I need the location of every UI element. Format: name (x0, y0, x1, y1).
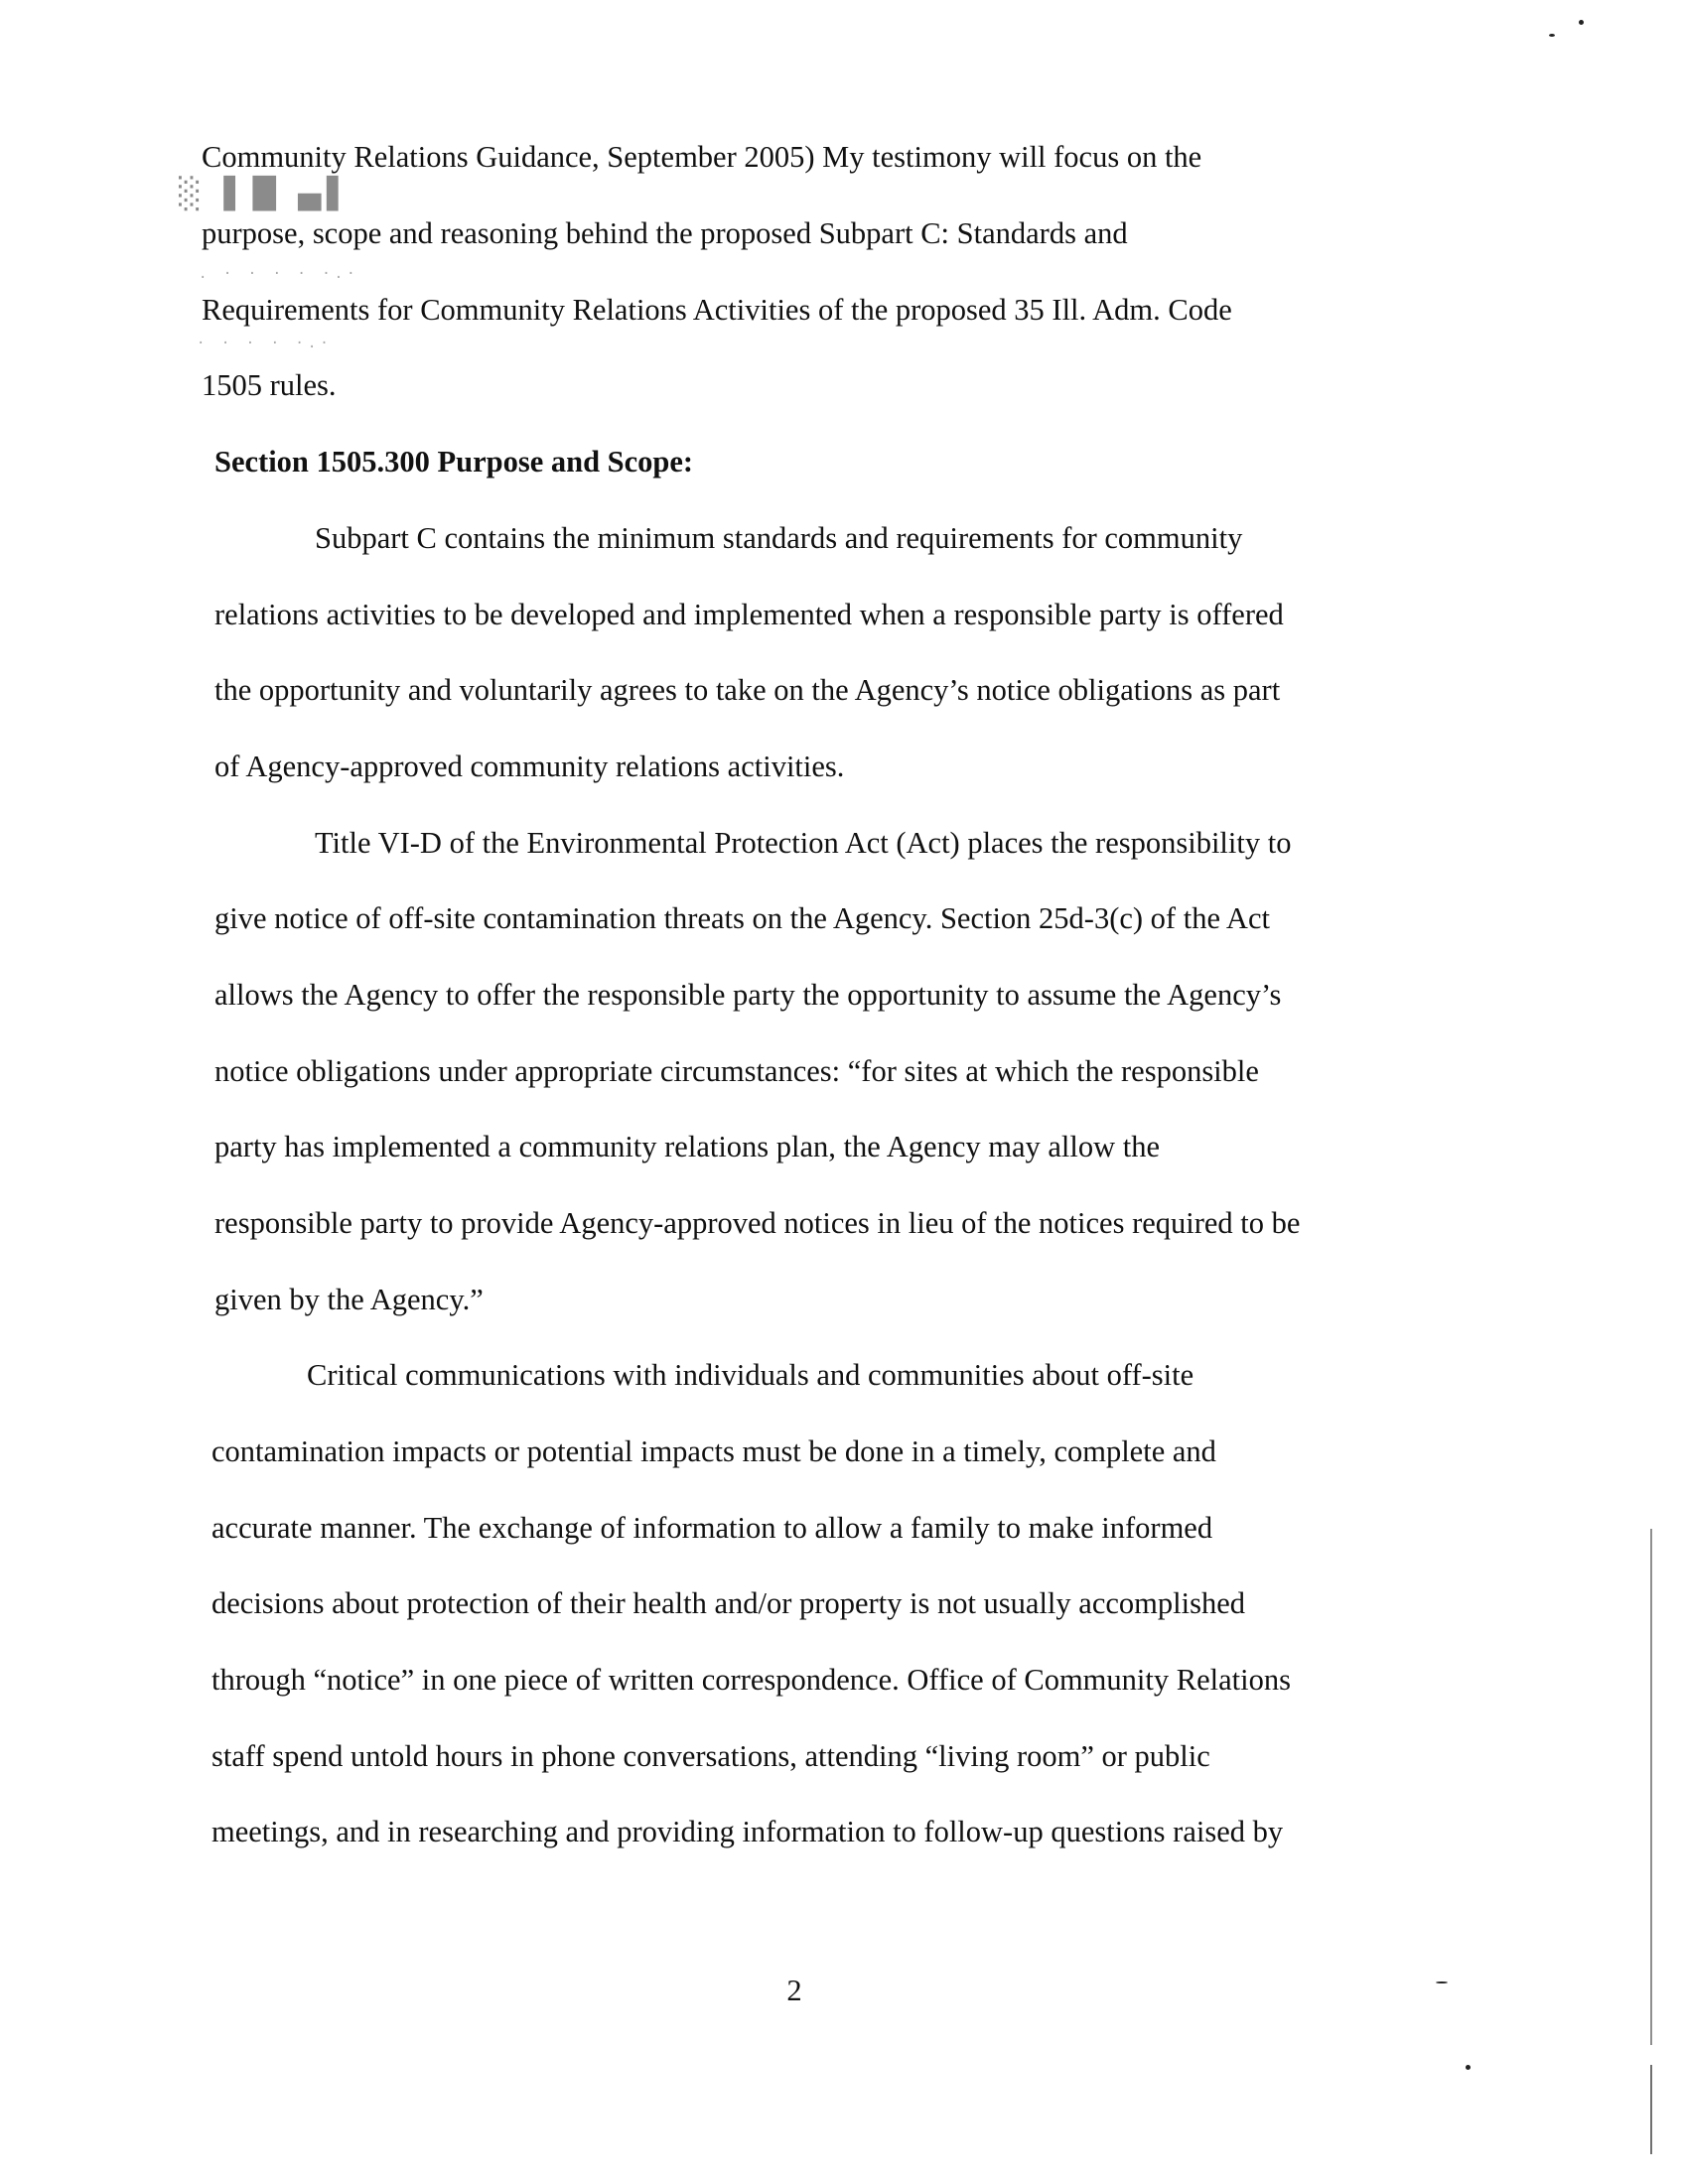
text-line: 1505 rules. (202, 368, 337, 402)
scan-speck (1579, 20, 1584, 25)
scan-margin-line (1650, 1529, 1652, 2045)
scan-speck (1549, 34, 1555, 37)
text-line: Critical communications with individuals and communities about off-site (307, 1358, 1194, 1392)
text-line: accurate manner. The exchange of information to allow a family to make informed (211, 1511, 1213, 1545)
stamp-dots-2: · · · · ·.· (197, 336, 333, 351)
text-line: Community Relations Guidance, September 2005) My testimony will focus on the (202, 140, 1202, 174)
scan-speck (1466, 2065, 1471, 2070)
text-line: party has implemented a community relations plan, the Agency may allow the (214, 1130, 1161, 1163)
scan-margin-line (1650, 2065, 1652, 2154)
stamp-dots-1: . · · · · ·.· (199, 266, 359, 282)
text-line: Requirements for Community Relations Activities of the proposed 35 Ill. Adm. Code (202, 293, 1232, 327)
text-line: staff spend untold hours in phone conversations, attending “living room” or public (211, 1739, 1210, 1773)
stamp-residue: ░ ▌█ ▄▌ (179, 177, 356, 211)
text-line: decisions about protection of their health and/or property is not usually accomplished (211, 1586, 1245, 1620)
scan-speck (1436, 1981, 1448, 1983)
text-line: notice obligations under appropriate circumstances: “for sites at which the responsible (214, 1054, 1259, 1088)
page-number: 2 (786, 1974, 802, 2007)
text-line: purpose, scope and reasoning behind the proposed Subpart C: Standards and (202, 216, 1128, 250)
text-line: relations activities to be developed and implemented when a responsible party is offered (214, 598, 1284, 631)
text-line: the opportunity and voluntarily agrees to take on the Agency’s notice obligations as part (214, 673, 1281, 707)
section-heading: Section 1505.300 Purpose and Scope: (214, 445, 694, 478)
text-line: meetings, and in researching and providing information to follow-up questions raised by (211, 1815, 1284, 1848)
text-line: given by the Agency.” (214, 1283, 484, 1316)
text-line: of Agency-approved community relations activities. (214, 750, 845, 783)
text-line: responsible party to provide Agency-approved notices in lieu of the notices required to be (214, 1206, 1301, 1240)
text-line: give notice of off-site contamination threats on the Agency. Section 25d-3(c) of the Act (214, 901, 1270, 935)
text-line: Title VI-D of the Environmental Protection Act (Act) places the responsibility to (315, 826, 1292, 860)
text-line: Subpart C contains the minimum standards and requirements for community (315, 521, 1243, 555)
text-line: through “notice” in one piece of written correspondence. Office of Community Relations (211, 1663, 1291, 1697)
text-line: allows the Agency to offer the responsible party the opportunity to assume the Agency’s (214, 978, 1282, 1012)
text-line: contamination impacts or potential impacts must be done in a timely, complete and (211, 1434, 1216, 1468)
